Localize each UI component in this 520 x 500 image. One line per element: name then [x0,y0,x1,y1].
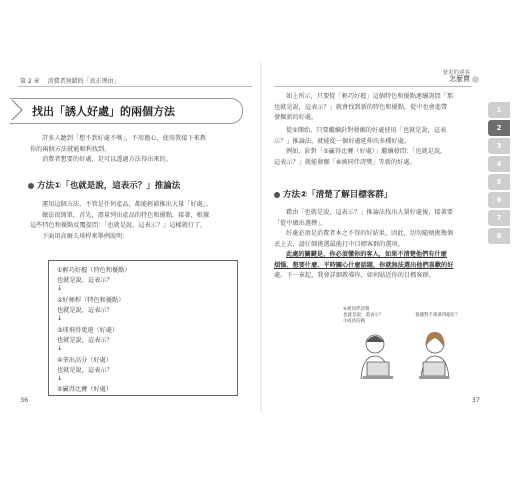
text-line: 如上所示，只要從「輕巧好握」這個特色和優點連續詢問「那 [286,93,454,100]
example-line: ④拿出高分（好處） [57,357,113,364]
bubble-text: 也就是說，還表示？ [343,313,384,318]
bubble-text: ⑥被同伴誇獎 [343,307,370,312]
page-number-left: 36 [20,396,29,404]
text-line: 做法很簡單，首先，盡量列出產品的特色和優點，接著，根據 [42,211,210,219]
example-line: 也就是說，這表示？ [57,367,113,374]
intro-paragraph [30,134,245,166]
speech-bubble-left [343,306,384,324]
bullet-icon [28,183,34,189]
speech-bubble-right: 會讓對手羨慕得眼紅？ [415,313,460,318]
example-line: 也就是說，這表示？ [57,337,113,344]
text-line: 藉由「也就是說，這表示？」推論法找出大量好處後，接著要 [286,209,454,216]
bubble-text: ⑦成員信賴 [343,319,366,324]
person-right-icon [419,332,449,379]
example-arrow: ↓ [57,315,63,322]
text-line: 處。下一章起，我會詳細教導你，如何貼近你的目標客群。 [274,272,435,279]
people-with-laptops-illustration [347,326,467,386]
text-line-underlined: 此處的關鍵是，你必須懂你的客人，如果不清楚他們有什麼 [286,251,447,258]
text-line: 發掘新的好處。 [274,114,318,121]
text-line: 丟上去，請仔細挑選最能打中目標客群的選項。 [274,240,404,248]
text-line: 許多人聽到「想不到好處不嗎」，不用擔心，使用我接下來教 [42,135,206,142]
chapter-title: 消費者無錯的「真正理由」 [47,78,120,85]
text-line: 這表示？」就能發掘「⑥被同伴誇獎」等新的好處。 [274,158,416,166]
text-line: 從⑤開始，只要繼續針對發掘的好處使用「也就是說，這表 [286,127,447,134]
chapter-tab[interactable]: 7 [488,210,510,226]
text-line: 「從中做出選擇」。 [274,219,327,227]
example-line: ①輕巧好握（特色和優點） [57,267,131,274]
heading-arrow-icon [10,98,26,122]
text-line: 這些特色和優點反覆提問：「也就是說，這表示？」這樣就行了。 [30,222,207,229]
text-line: 好處必須是消費者本之不得的好結果，因此，切勿隨便挑幾個 [286,230,454,237]
method1-paragraph [30,200,250,242]
illustration [343,306,467,386]
example-line: 也就是說，這表示？ [57,307,113,314]
paragraph-2 [274,126,474,168]
header-circle-icon [472,76,479,83]
header-rule [274,86,472,87]
example-line: ⑤贏得比賽（好處） [57,386,113,393]
text-line-underlined: 示？」推論法，就能從一個好處延伸出多種好處。 [274,137,411,145]
chapter-tab[interactable]: 1 [488,102,510,118]
bullet-icon [274,192,280,198]
chapter-tab-active[interactable]: 2 [488,120,510,136]
example-arrow: ↓ [57,285,63,292]
text-line-underlined: 煩惱、想要什麼、平時關心什麼話題，你就無法選出他們喜歡的好 [274,261,454,269]
chapter-tab[interactable]: 6 [488,192,510,208]
example-box [48,260,238,396]
chapter-tab[interactable]: 3 [488,138,510,154]
text-line: 下面用高爾夫球桿來舉例說明： [42,232,129,240]
chapter-tabs [488,102,510,246]
chapter-tab[interactable]: 5 [488,174,510,190]
chapter-tab[interactable]: 8 [488,228,510,244]
text-line: 你的兩個方法就能順利找到。 [30,145,111,153]
method1-heading-text: 方法①「也就是說，這表示？」推論法 [37,181,181,191]
book-spread [10,62,510,412]
section-heading: 找出「誘人好處」的兩個方法 [32,105,175,118]
example-line: ②好揮桿（特色和優點） [57,297,125,304]
page-number-right: 37 [471,396,480,404]
running-head [20,76,120,85]
running-head-right [442,70,470,84]
text-line: 消費者想要的好處，是可以透過方法得出來的。 [42,156,172,163]
example-arrow: ↓ [57,375,63,382]
book-title: 怎麼賣 [449,75,470,84]
book-subtitle: 發更的違客 [442,70,470,76]
text-line: 例如，針對「⑤贏得比賽（好處）」繼續發問：「也就是說， [286,148,447,155]
right-page [262,62,510,412]
left-page [10,62,260,412]
example-line: ③球飛得更遠（好處） [57,327,119,334]
method1-heading [28,179,180,191]
paragraph-3 [274,208,474,282]
chapter-tab[interactable]: 4 [488,156,510,172]
method2-heading-text: 方法②「清楚了解目標客群」 [283,190,393,200]
chapter-label: 第 2 章 [20,78,40,85]
example-arrow: ↓ [57,345,63,352]
paragraph-1 [274,92,474,124]
text-line: 運用這個方法，不管是任何產品，都能輕鬆推出大量「好處」。 [42,201,213,208]
person-left-icon [361,335,393,379]
method2-heading [274,188,392,200]
header-rule [18,86,252,87]
example-line: 也就是說，這表示？ [57,277,113,284]
text-line: 也就是說，這表示？」就會找到新的特色和優點，從中也會進帶 [274,103,448,111]
